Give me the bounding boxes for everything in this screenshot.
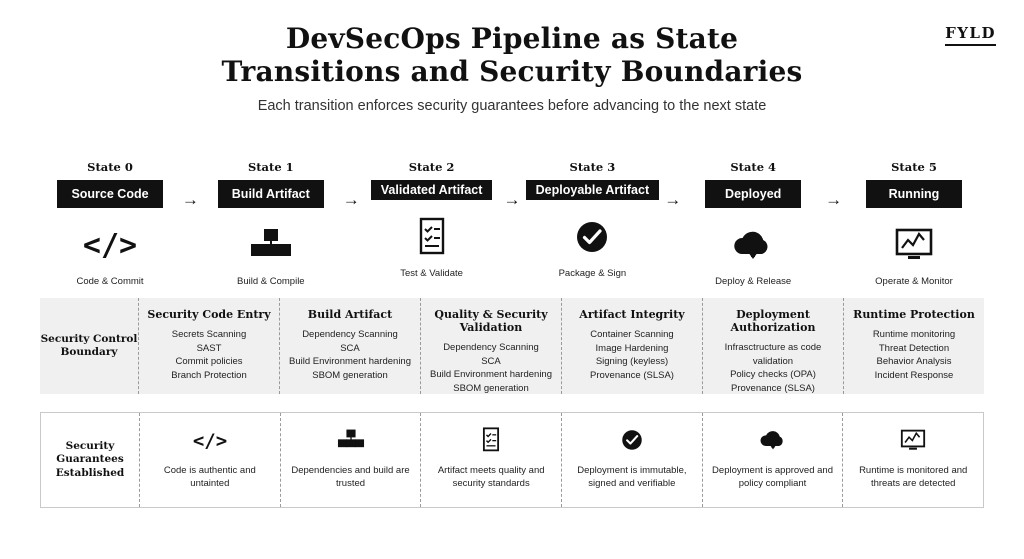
monitor-chart-icon [844, 222, 984, 268]
checklist-document-icon [480, 425, 502, 455]
list-item: Container Scanning [590, 329, 674, 341]
control-cell-2 [420, 298, 561, 394]
state-caption-0: Code & Commit [76, 276, 144, 288]
svg-text:</>: </> [83, 228, 137, 263]
control-cell-list-4 [709, 341, 837, 395]
guarantee-cell-4 [702, 413, 843, 507]
control-cell-3 [561, 298, 702, 394]
control-cell-list-0 [145, 328, 273, 382]
state-label-3: State 3 [569, 160, 616, 174]
brand-underline [945, 44, 996, 46]
security-control-boundary-band [40, 298, 984, 394]
monitor-chart-icon [899, 425, 927, 455]
guarantee-text-2: Artifact meets quality and security standards [437, 465, 545, 490]
state-caption-1: Build & Compile [237, 276, 305, 288]
control-cell-5 [843, 298, 984, 394]
cloud-upload-icon [683, 222, 823, 268]
guarantee-cell-3 [561, 413, 702, 507]
guarantee-text-5: Runtime is monitored and threats are detected [859, 465, 968, 490]
state-caption-4: Deploy & Release [715, 276, 792, 288]
checklist-document-icon [362, 214, 502, 260]
arrow-icon-2: → [503, 190, 521, 209]
list-item: SCA [481, 355, 501, 367]
cloud-upload-icon [757, 425, 789, 455]
list-item: Policy checks (OPA) [730, 369, 816, 381]
state-chip-4[interactable]: Deployed [705, 180, 801, 208]
control-cell-list-3 [568, 328, 696, 382]
state-caption-2: Test & Validate [400, 268, 463, 280]
state-chip-1[interactable]: Build Artifact [218, 180, 324, 208]
security-guarantees-band [40, 412, 984, 508]
guarantee-cell-1 [280, 413, 421, 507]
list-item: Dependency Scanning [443, 342, 539, 354]
control-cell-0 [138, 298, 279, 394]
security-guarantees-title: Security Guarantees Established [55, 440, 125, 479]
state-chip-3[interactable]: Deployable Artifact [526, 180, 659, 200]
state-column-1 [201, 160, 341, 287]
guarantee-cell-5 [842, 413, 983, 507]
list-item: Provenance (SLSA) [731, 382, 815, 394]
list-item: Secrets Scanning [171, 329, 247, 341]
state-label-5: State 5 [891, 160, 937, 174]
guarantee-cell-0 [139, 413, 280, 507]
control-cell-title-1: Build Artifact [307, 308, 393, 321]
guarantee-text-4: Deployment is approved and policy compliant [712, 465, 833, 490]
check-badge-icon [522, 214, 662, 260]
control-cell-list-2 [427, 341, 555, 395]
list-item: Incident Response [874, 369, 954, 381]
boxes-icon [336, 425, 366, 455]
page-subtitle: Each transition enforces security guarantees before advancing to the next state [257, 98, 767, 115]
guarantee-text-3: Deployment is immutable, signed and verifiable [577, 465, 687, 490]
guarantee-text-1: Dependencies and build are trusted [291, 465, 410, 490]
state-column-5 [844, 160, 984, 287]
list-item: SCA [340, 342, 360, 354]
list-item: SBOM generation [312, 369, 388, 381]
control-cell-1 [279, 298, 420, 394]
state-column-2 [362, 160, 502, 279]
code-brackets-icon [193, 425, 227, 455]
state-chip-0[interactable]: Source Code [57, 180, 162, 208]
page-title [132, 22, 892, 88]
state-chip-5[interactable]: Running [866, 180, 962, 208]
control-cell-title-5: Runtime Protection [853, 308, 975, 321]
list-item: Behavior Analysis [876, 356, 952, 368]
state-caption-5: Operate & Monitor [875, 276, 953, 288]
list-item: Provenance (SLSA) [590, 369, 674, 381]
list-item: Runtime monitoring [872, 329, 956, 341]
svg-text:</>: </> [192, 430, 227, 451]
state-transition-row [40, 160, 984, 287]
state-chip-2[interactable]: Validated Artifact [371, 180, 493, 200]
state-column-4 [683, 160, 823, 287]
guarantee-cell-2 [420, 413, 561, 507]
arrow-icon-0: → [181, 190, 199, 209]
list-item: SAST [196, 342, 222, 354]
control-cell-title-3: Artifact Integrity [579, 308, 685, 321]
list-item: Build Environment hardening [430, 369, 552, 381]
state-label-0: State 0 [87, 160, 133, 174]
page-title-line-2: Transitions and Security Boundaries [221, 55, 803, 89]
control-cell-title-4: Deployment Authorization [730, 308, 816, 335]
list-item: Infrasctructure as code validation [724, 342, 822, 367]
state-column-0 [40, 160, 180, 287]
code-brackets-icon [40, 222, 180, 268]
state-label-4: State 4 [730, 160, 777, 174]
guarantee-text-0: Code is authentic and untainted [163, 465, 256, 490]
state-label-2: State 2 [408, 160, 455, 174]
control-cell-list-1 [286, 328, 414, 382]
arrow-icon-4: → [825, 190, 843, 209]
state-column-3 [522, 160, 662, 279]
page-title-line-1: DevSecOps Pipeline as State [285, 22, 739, 55]
arrow-icon-3: → [664, 190, 682, 209]
brand-logo [945, 26, 996, 46]
list-item: Threat Detection [878, 342, 950, 354]
list-item: Build Environment hardening [289, 356, 411, 368]
control-cell-title-2: Quality & Security Validation [434, 308, 548, 335]
state-label-1: State 1 [247, 160, 294, 174]
list-item: Signing (keyless) [595, 356, 669, 368]
arrow-icon-1: → [342, 190, 360, 209]
list-item: SBOM generation [453, 382, 529, 394]
boxes-icon [201, 222, 341, 268]
control-cell-4 [702, 298, 843, 394]
check-badge-icon [619, 425, 645, 455]
security-control-boundary-title: Security Control Boundary [40, 332, 138, 358]
list-item: Image Hardening [595, 342, 669, 354]
list-item: Commit policies [175, 356, 243, 368]
list-item: Branch Protection [171, 369, 247, 381]
control-cell-list-5 [850, 328, 978, 382]
header [0, 0, 1024, 114]
brand-wordmark: FYLD [945, 24, 996, 42]
list-item: Dependency Scanning [302, 329, 398, 341]
control-cell-title-0: Security Code Entry [147, 308, 271, 321]
state-caption-3: Package & Sign [558, 268, 627, 280]
